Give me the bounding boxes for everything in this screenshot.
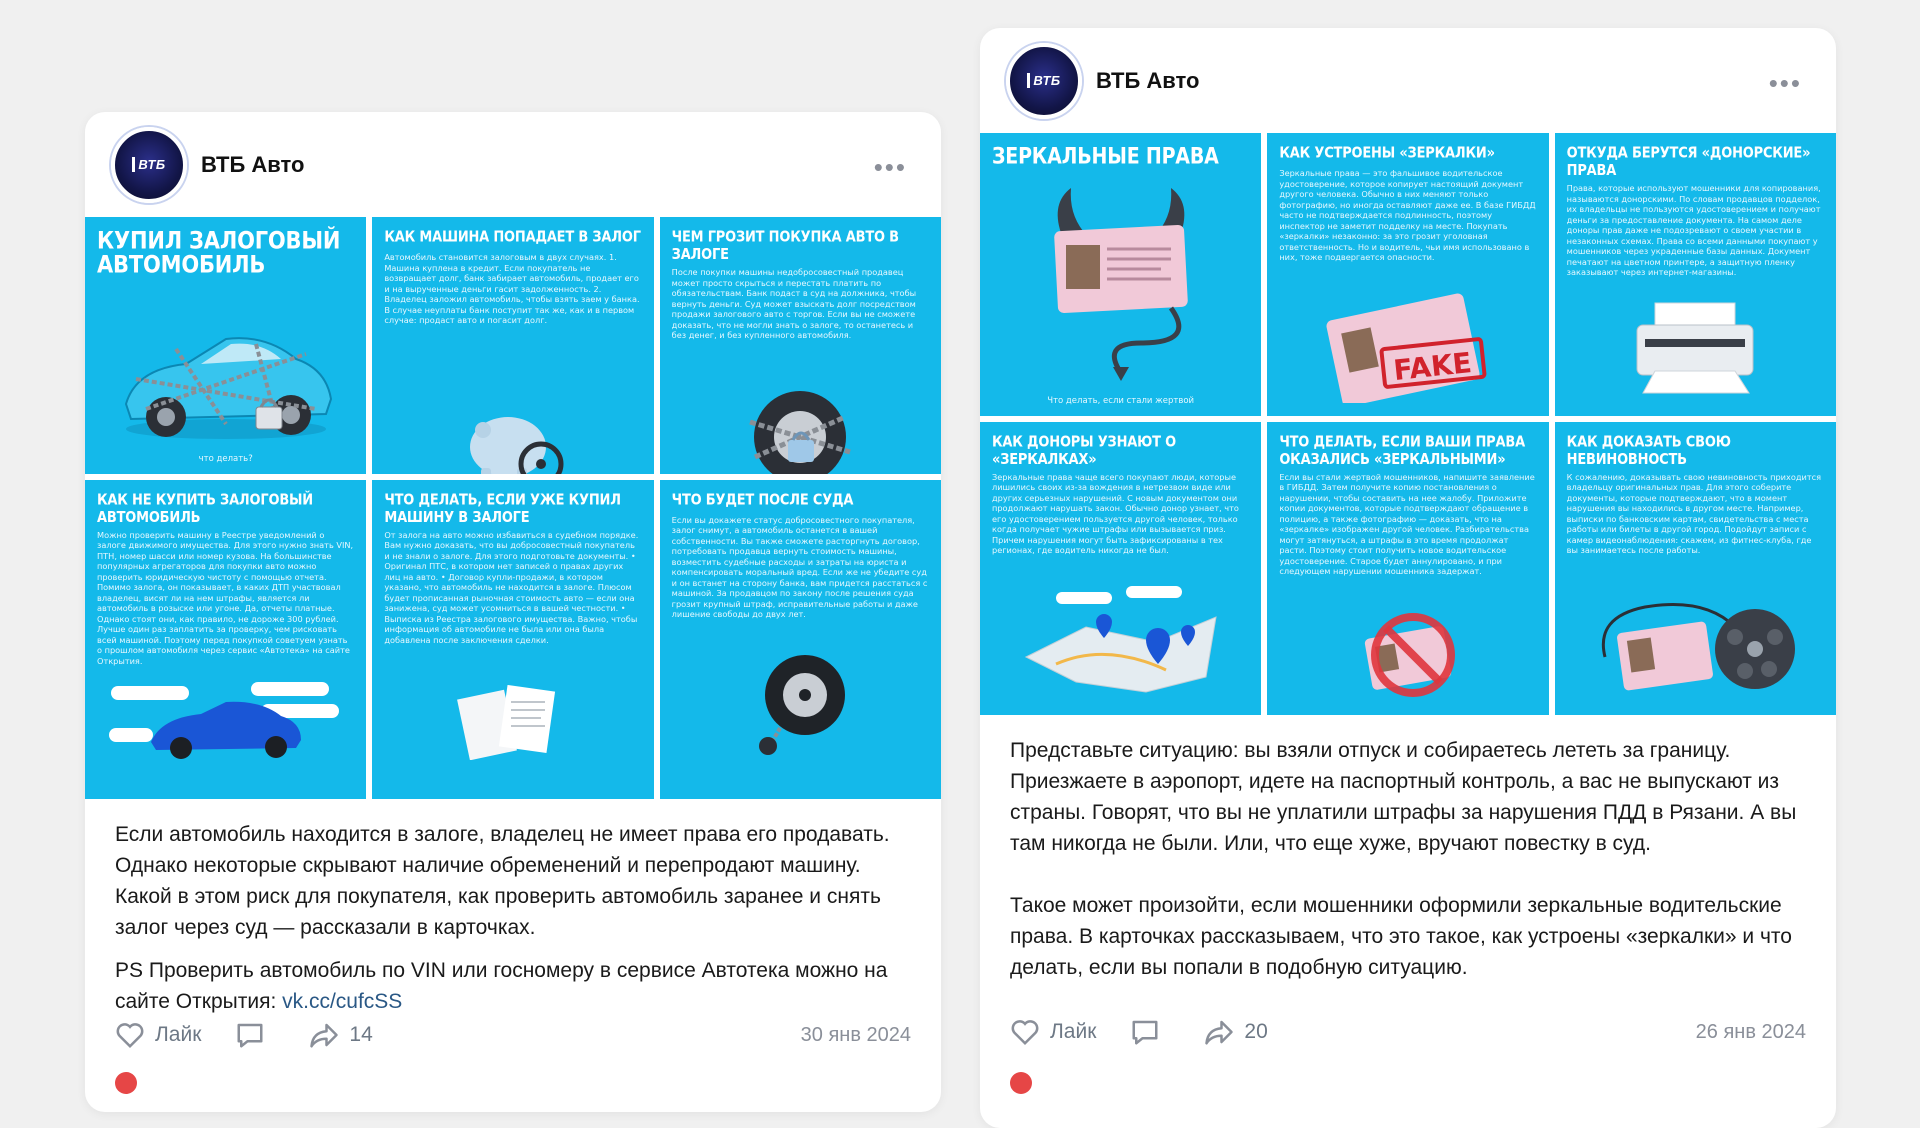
post-date[interactable]: 26 янв 2024 <box>1695 1020 1806 1043</box>
post-paragraph: Такое может произойти, если мошенники оформили зеркальные водительские права. В карточках рассказываем, что это такое, как устроены «зеркалки» и что делать, если вы попали в подобную ситуацию. <box>1010 894 1792 979</box>
card-text: От залога на авто можно избавиться в судебном порядке. Вам нужно доказать, что вы добросовестный покупатель и не знали о залоге. Для этого подготовьте документы. • Оригинал ПТС, в котором нет записей о правах других лиц на авто. • Договор купли-продажи, в котором указано, что автомобиль не находится в залоге. Плюсом будет прописанная рыночная стоимость авто — если она занижена, суд может усомниться в вашей честности. • Выписка из Реестра залогового имущества. Важно, чтобы информация об автомобиле не была или она была добавлена после заключения сделки. <box>384 529 639 645</box>
card-text: Права, которые используют мошенники для копирования, называются донорскими. По словам продавцов подделок, их владельцы не пользуются удостоверением и получают деньги за предоставление документа. На самом деле доноры прав даже не подозревают о своем участии в незаконных схемах. Права со всеми данными покупают у мошенников через украденные базы данных. Документ печатают на цветном принтере, а защитную пленку заказывают через интернет-магазины. <box>1566 183 1821 277</box>
heart-icon <box>115 1021 145 1049</box>
share-button[interactable] <box>1204 1018 1267 1046</box>
card-title: ОТКУДА БЕРУТСЯ «ДОНОРСКИЕ» ПРАВА <box>1566 145 1811 180</box>
printer-illustration <box>1625 293 1765 403</box>
card-title: КАК ДОКАЗАТЬ СВОЮ НЕВИНОВНОСТЬ <box>1566 433 1731 469</box>
carousel-card[interactable] <box>1555 422 1836 715</box>
blue-car-illustration <box>101 680 351 760</box>
ps-link[interactable]: vk.cc/cufcSS <box>282 990 403 1013</box>
svg-text:FAKE: FAKE <box>1391 346 1474 388</box>
card-text: Зеркальные права — это фальшивое водительское удостоверение, которое копирует настоящий документ другого человека. Обычно в них меняют только фотографию, но иногда оставляют даже ее. В базе ГИБДД часто не подтверждается подлинность, поэтому инспектор не заметит подделку на месте. Покупать «зеркалки» незаконно: за это грозит уголовная ответственность. Но и водитель, чьи имя использовано в них, тоже подвергается опасности. <box>1279 168 1536 262</box>
film-reel-illustration <box>1585 587 1805 697</box>
share-icon <box>1204 1018 1234 1046</box>
card-text: К сожалению, доказывать свою невиновность приходится владельцу оригинальных прав. Для этого соберите документы, которые подтверждают, что в момент нарушения вы находились в другом месте. Например, выписки по банковским картам, свидетельства с места работы или билеты в другой город. Подойдут записи с камер видеонаблюдения: скажем, из фитнес-клуба, где вы занимаетесь после работы. <box>1566 471 1822 556</box>
share-count: 14 <box>349 1023 373 1046</box>
like-button[interactable] <box>115 1021 201 1049</box>
more-dots-icon[interactable]: ••• <box>873 152 907 183</box>
carousel-card[interactable] <box>660 480 941 800</box>
heart-icon <box>1010 1018 1040 1046</box>
wheel-ball-illustration <box>750 650 850 755</box>
like-label: Лайк <box>155 1023 202 1046</box>
comment-button[interactable] <box>1130 1018 1170 1046</box>
card-title: КАК НЕ КУПИТЬ ЗАЛОГОВЫЙ АВТОМОБИЛЬ <box>97 491 313 526</box>
avatar-logo-text: ВТБ <box>132 157 165 172</box>
post-actions <box>1010 1014 1806 1050</box>
documents-illustration <box>453 680 573 760</box>
piggy-bank-illustration <box>453 392 573 474</box>
card-caption: что делать? <box>198 453 253 464</box>
card-title: КАК ДОНОРЫ УЗНАЮТ О «ЗЕРКАЛКАХ» <box>992 433 1177 469</box>
like-label: Лайк <box>1050 1020 1097 1043</box>
like-button[interactable] <box>1010 1018 1096 1046</box>
author-name[interactable]: ВТБ Авто <box>1096 67 1200 93</box>
share-icon <box>309 1021 339 1049</box>
post-paragraph: Представьте ситуацию: вы взяли отпуск и собираетесь лететь за границу. Приезжаете в аэропорт, идете на паспортный контроль, а вас не выпускают из страны. Говорят, что вы не уплатили штрафы за нарушения ПДД в Рязани. А вы там никогда не были. Или, что еще хуже, вручают повестку в суд. <box>1010 739 1797 855</box>
post-header <box>980 28 1836 133</box>
card-title: ЧЕМ ГРОЗИТ ПОКУПКА АВТО В ЗАЛОГЕ <box>671 229 899 264</box>
post-actions <box>115 1017 911 1053</box>
card-text: Если вы стали жертвой мошенников, напишите заявление в ГИБДД. Затем получите копию постановления о нарушении, чтобы составить на нее жалобу. Приложите копии документов, которые подтверждают обращение в полицию, а также фотографию — доказать, что на «зеркалке» изображен другой человек. Разбирательства могут затянуться, а штрафы в это время продолжат расти. Поэтому стоит получить новое водительское удостоверение. Старое будет аннулировано, и при следующем нарушении мошенника задержат. <box>1279 471 1535 577</box>
card-text: После покупки машины недобросовестный продавец может просто скрыться и перестать платить по обязательствам. Банк подаст в суд на должника, чтобы вернуть деньги. Суд может взыскать долг посредством продажи залогового авто с торгов. Если вы не сможете доказать, что не могли знать о залоге, то останетесь и без денег, и без купленного автомобиля. <box>671 267 917 340</box>
carousel-card[interactable] <box>980 133 1261 416</box>
card-text: Зеркальные права чаще всего покупают люди, которые лишились своих из-за вождения в нетрезвом виде или других серьезных нарушений. С новым документом они продолжают нарушать закон. Обычно донор узнает, что его удостоверением пользуется другой человек, только когда получает чужие штрафы или вызывается приз. Причем нарушения могут быть зафиксированы в тех регионах, где водитель никогда не был. <box>992 471 1239 556</box>
carousel-card[interactable] <box>372 217 653 474</box>
card-caption: Что делать, если стали жертвой <box>1047 395 1195 406</box>
post-card <box>980 28 1836 1128</box>
chained-car-illustration <box>106 309 346 449</box>
post-text <box>85 799 941 1017</box>
card-title: КУПИЛ ЗАЛОГОВЫЙ АВТОМОБИЛЬ <box>97 226 341 279</box>
carousel-card[interactable] <box>85 217 366 474</box>
card-title: ЧТО БУДЕТ ПОСЛЕ СУДА <box>671 491 854 509</box>
carousel-card[interactable] <box>1555 133 1836 416</box>
post-ps <box>115 955 911 1017</box>
post-text <box>980 715 1836 983</box>
post-paragraph: Если автомобиль находится в залоге, владелец не имеет права его продавать. Однако некоторые скрывают наличие обременений и перепродают машину. Какой в этом риск для покупателя, как проверить автомобиль заранее и снять залог через суд — рассказали в карточках. <box>115 823 890 939</box>
comment-icon <box>1130 1018 1160 1046</box>
carousel-card[interactable] <box>85 480 366 800</box>
card-title: КАК УСТРОЕНЫ «ЗЕРКАЛКИ» <box>1279 145 1495 163</box>
fake-license-illustration <box>1323 288 1493 403</box>
post-header <box>85 112 941 217</box>
share-count: 20 <box>1244 1020 1268 1043</box>
card-title: ЧТО ДЕЛАТЬ, ЕСЛИ УЖЕ КУПИЛ МАШИНУ В ЗАЛОГЕ <box>384 491 621 526</box>
carousel-card[interactable] <box>980 422 1261 715</box>
author-name[interactable]: ВТБ Авто <box>201 151 305 177</box>
avatar[interactable] <box>1006 43 1082 119</box>
card-text: Автомобиль становится залоговым в двух случаях. 1. Машина куплена в кредит. Если покупатель не возвращает долг, банк забирает автомобиль, продает его и на вырученные деньги гасит задолженность. 2. Владелец заложил автомобиль, чтобы взять заем у банка. В случае неуплаты банк поступит так же, как и в первом случае: продаст авто и погасит долг. <box>384 252 640 325</box>
carousel-card[interactable] <box>660 217 941 474</box>
ps-text: PS Проверить автомобиль по VIN или госномеру в сервисе Автотека можно на сайте Открытия: <box>115 959 888 1013</box>
map-illustration <box>1016 582 1226 702</box>
share-button[interactable] <box>309 1021 372 1049</box>
card-text: Можно проверить машину в Реестре уведомлений о залоге движимого имущества. Для этого нужно знать VIN, ПТН, номер шасси или номер кузова. На большинстве популярных агрегаторов для покупки авто можно проверить юридическую чистоту с помощью отчета. Помимо залога, он показывает, в каких ДТП участвовал владелец, висят ли на нем штрафы, является ли автомобиль в розыске или угоне. Да, отчеты платные. Однако стоят они, как правило, не дороже 300 рублей. Лучше один раз заплатить за проверку, чем рисковать всей машиной. Поэтому перед покупкой советуем узнать о прошлом автомобиля через сервис «Автотека» на сайте Открытия. <box>97 529 354 666</box>
card-title: ЗЕРКАЛЬНЫЕ ПРАВА <box>992 143 1219 170</box>
image-grid <box>85 217 941 799</box>
avatar-logo-text: ВТБ <box>1027 73 1060 88</box>
card-text: Если вы докажете статус добросовестного покупателя, залог снимут, а автомобиль останется в вашей собственности. Вы также сможете расторгнуть договор, потребовать продавца вернуть стоимость машины, возместить судебные расходы и затраты на юриста и компенсировать моральный вред. Если же не убедите суд и он встанет на сторону банка, вам придется расстаться с машиной. За продавцом по закону после решения суда грозит крупный штраф, исправительные работы и даже лишение свободы до двух лет. <box>671 514 928 619</box>
devil-license-illustration <box>1021 183 1221 383</box>
more-dots-icon[interactable]: ••• <box>1768 68 1802 99</box>
banned-license-illustration <box>1353 607 1463 702</box>
post-card <box>85 112 941 1112</box>
reaction-icon[interactable] <box>115 1072 137 1094</box>
reaction-icon[interactable] <box>1010 1072 1032 1094</box>
comment-icon <box>235 1021 265 1049</box>
chained-wheel-illustration <box>740 382 860 474</box>
card-title: КАК МАШИНА ПОПАДАЕТ В ЗАЛОГ <box>384 229 641 247</box>
carousel-card[interactable] <box>1267 422 1548 715</box>
image-grid <box>980 133 1836 715</box>
avatar[interactable] <box>111 127 187 203</box>
carousel-card[interactable] <box>1267 133 1548 416</box>
post-date[interactable]: 30 янв 2024 <box>800 1023 911 1046</box>
card-title: ЧТО ДЕЛАТЬ, ЕСЛИ ВАШИ ПРАВА ОКАЗАЛИСЬ «ЗЕРКАЛЬНЫМИ» <box>1279 433 1525 469</box>
comment-button[interactable] <box>235 1021 275 1049</box>
carousel-card[interactable] <box>372 480 653 800</box>
